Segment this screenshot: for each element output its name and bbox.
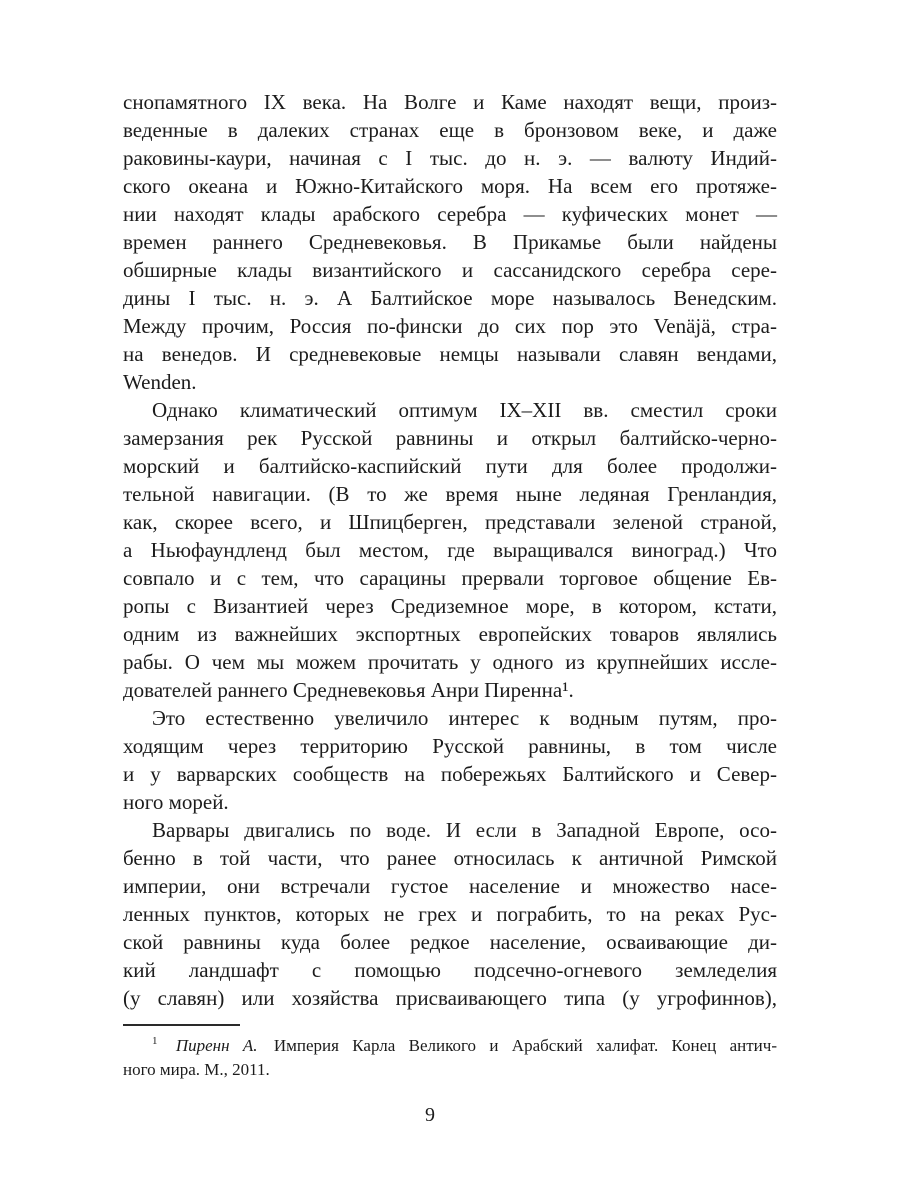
text-line: снопамятного IX века. На Волге и Каме находят вещи, произ- <box>123 90 777 114</box>
text-line: Wenden. <box>123 370 197 394</box>
text-line: и у варварских сообществ на побережьях Балтийского и Север- <box>123 762 777 786</box>
text-line: обширные клады византийского и сассанидского серебра сере- <box>123 258 777 282</box>
text-line: одним из важнейших экспортных европейских товаров являлись <box>123 622 777 646</box>
text-line: ленных пунктов, которых не грех и пограбить, то на реках Рус- <box>123 902 777 926</box>
text-line: Это естественно увеличило интерес к водным путям, про- <box>152 706 777 730</box>
footnote-separator <box>123 1024 240 1026</box>
text-line: замерзания рек Русской равнины и открыл балтийско-черно- <box>123 426 777 450</box>
text-line: а Ньюфаундленд был местом, где выращивался виноград.) Что <box>123 538 777 562</box>
text-line: Однако климатический оптимум IX–XII вв. сместил сроки <box>152 398 777 422</box>
text-line: дователей раннего Средневековья Анри Пиренна¹. <box>123 678 574 702</box>
paragraph <box>123 88 777 396</box>
footnote-author: Пиренн А. <box>175 1036 258 1055</box>
paragraph <box>123 396 777 704</box>
text-line: ропы с Византией через Средиземное море, в котором, кстати, <box>123 594 777 618</box>
text-line: (у славян) или хозяйства присваивающего типа (у угрофиннов), <box>123 986 777 1010</box>
footnote-line: ного мира. М., 2011. <box>123 1060 270 1079</box>
text-line: ской равнины куда более редкое население, осваивающие ди- <box>123 930 777 954</box>
text-line: ходящим через территорию Русской равнины, в том числе <box>123 734 777 758</box>
text-line: Между прочим, Россия по-фински до сих пор это Venäjä, стра- <box>123 314 777 338</box>
text-line: бенно в той части, что ранее относилась к античной Римской <box>123 846 777 870</box>
text-line: раковины-каури, начиная с I тыс. до н. э. — валюту Индий- <box>123 146 777 170</box>
page-number: 9 <box>425 1104 435 1126</box>
text-line: Варвары двигались по воде. И если в Западной Европе, осо- <box>152 818 777 842</box>
text-line: веденные в далеких странах еще в бронзовом веке, и даже <box>123 118 777 142</box>
text-line: дины I тыс. н. э. А Балтийское море называлось Венедским. <box>123 286 777 310</box>
paragraph <box>123 704 777 816</box>
footnote-line <box>123 1034 777 1058</box>
text-line: морский и балтийско-каспийский пути для более продолжи- <box>123 454 777 478</box>
paragraph <box>123 816 777 1012</box>
footnote <box>123 1034 777 1082</box>
text-line: на венедов. И средневековые немцы называли славян вендами, <box>123 342 777 366</box>
text-line: рабы. О чем мы можем прочитать у одного из крупнейших иссле- <box>123 650 777 674</box>
text-line: совпало и с тем, что сарацины прервали торговое общение Ев- <box>123 566 777 590</box>
body-text <box>123 88 777 1012</box>
footnote-text: Империя Карла Великого и Арабский халифат. Конец антич- <box>273 1036 777 1055</box>
footnote-marker: 1 <box>152 1035 158 1048</box>
text-line: времен раннего Средневековья. В Прикамье были найдены <box>123 230 777 254</box>
text-line: ного морей. <box>123 790 229 814</box>
text-line: тельной навигации. (В то же время ныне ледяная Гренландия, <box>123 482 777 506</box>
text-line: империи, они встречали густое население и множество насе- <box>123 874 777 898</box>
text-line: кий ландшафт с помощью подсечно-огневого земледелия <box>123 958 777 982</box>
text-line: как, скорее всего, и Шпицберген, представали зеленой страной, <box>123 510 777 534</box>
text-line: нии находят клады арабского серебра — куфических монет — <box>123 202 777 226</box>
text-line: ского океана и Южно-Китайского моря. На всем его протяже- <box>123 174 777 198</box>
